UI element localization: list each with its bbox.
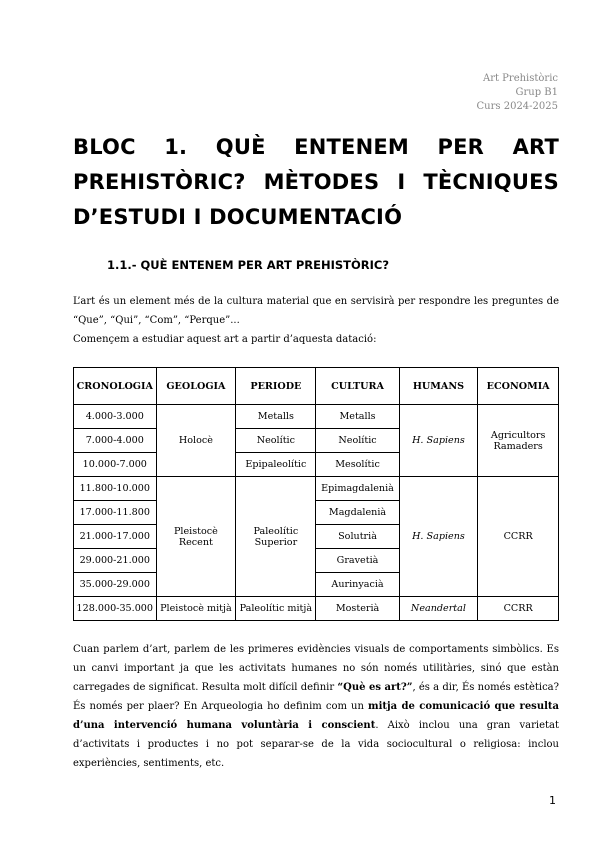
cell-economy: CCRR: [478, 477, 559, 597]
cell-chronology: 11.800-10.000: [74, 477, 157, 501]
section-heading: 1.1.- QUÈ ENTENEM PER ART PREHISTÒRIC?: [107, 258, 390, 272]
body-sentence-2-start: Resulta molt difícil definir: [201, 682, 338, 693]
cell-chronology: 17.000-11.800: [74, 501, 157, 525]
cell-humans: H. Sapiens: [399, 405, 478, 477]
cell-culture: Aurinyacià: [316, 573, 399, 597]
cell-chronology: 29.000-21.000: [74, 549, 157, 573]
cell-period: Metalls: [236, 405, 316, 429]
body-sentence-2-middle: , és a dir, És només estètica? És només per plaer? En Arqueologia ho definim com un: [73, 682, 560, 712]
header-course: Art Prehistòric: [482, 73, 558, 84]
cell-culture: Gravetià: [316, 549, 399, 573]
cell-geology: Holocè: [156, 405, 236, 477]
cell-period: Epipaleolític: [236, 453, 316, 477]
document-header: [477, 72, 558, 114]
cell-culture: Neolític: [316, 429, 399, 453]
col-header-economy: ECONOMIA: [478, 368, 559, 405]
title-line-1: BLOC 1. QUÈ ENTENEM PER ART: [73, 135, 559, 159]
col-header-culture: CULTURA: [316, 368, 399, 405]
cell-humans: Neandertal: [399, 597, 478, 621]
cell-culture: Mesolític: [316, 453, 399, 477]
cell-economy: CCRR: [478, 597, 559, 621]
page-number: 1: [549, 794, 556, 807]
intro-paragraph: L’art és un element més de la cultura material que en servisirà per respondre les preguntes de “Que”, “Qui”, “Com”, “Perque”...: [73, 296, 559, 326]
cell-culture: Mosterià: [316, 597, 399, 621]
cell-culture: Magdalenià: [316, 501, 399, 525]
body-sentence-1: Cuan parlem d’art, parlem de les primeres evidències visuals de comportaments simbòlics. Es un canvi important ja que les activitats humanes no són només utilitàries, sinó que estàn carregades de significat.: [73, 644, 559, 693]
title-line-3: D’ESTUDI I DOCUMENTACIÓ: [73, 205, 403, 229]
col-header-chronology: CRONOLOGIA: [74, 368, 157, 405]
cell-culture: Solutrià: [316, 525, 399, 549]
page-title: [73, 130, 559, 235]
cell-chronology: 128.000-35.000: [74, 597, 157, 621]
cell-chronology: 7.000-4.000: [74, 429, 157, 453]
cell-chronology: 21.000-17.000: [74, 525, 157, 549]
cell-geology: Pleistocè mitjà: [156, 597, 236, 621]
title-line-2: PREHISTÒRIC? MÈTODES I TÈCNIQUES: [73, 170, 559, 194]
cell-chronology: 10.000-7.000: [74, 453, 157, 477]
body-sentence-2-end: .: [375, 720, 379, 731]
cell-period: Paleolític mitjà: [236, 597, 316, 621]
cell-geology: Pleistocè Recent: [156, 477, 236, 597]
body-paragraph: [73, 640, 559, 773]
cell-economy: Agricultors Ramaders: [478, 405, 559, 477]
body-definition-emphasis: mitja de comunicació que resulta d’una intervenció humana voluntària i conscient: [73, 701, 559, 731]
cell-chronology: 4.000-3.000: [74, 405, 157, 429]
cell-culture: Epimagdalenià: [316, 477, 399, 501]
table-row: [74, 597, 559, 621]
intro-sentence: Començem a estudiar aquest art a partir d’aquesta datació:: [73, 334, 377, 345]
table-row: [74, 477, 559, 501]
header-year: Curs 2024-2025: [476, 101, 558, 112]
cell-period: Paleolític Superior: [236, 477, 316, 597]
chronology-table: [73, 367, 559, 621]
header-group: Grup B1: [515, 87, 558, 98]
col-header-humans: HUMANS: [399, 368, 478, 405]
cell-period: Neolític: [236, 429, 316, 453]
body-question-emphasis: “Què es art?”: [337, 682, 413, 693]
cell-chronology: 35.000-29.000: [74, 573, 157, 597]
table-header-row: [74, 368, 559, 405]
col-header-period: PERIODE: [236, 368, 316, 405]
cell-culture: Metalls: [316, 405, 399, 429]
col-header-geology: GEOLOGIA: [156, 368, 236, 405]
cell-humans: H. Sapiens: [399, 477, 478, 597]
body-sentence-3: Això inclou una gran varietat d’activitats i productes i no pot separar-se de la vida sociocultural o religiosa: inclou experiències, sentiments, etc.: [73, 720, 559, 769]
table-row: [74, 405, 559, 429]
